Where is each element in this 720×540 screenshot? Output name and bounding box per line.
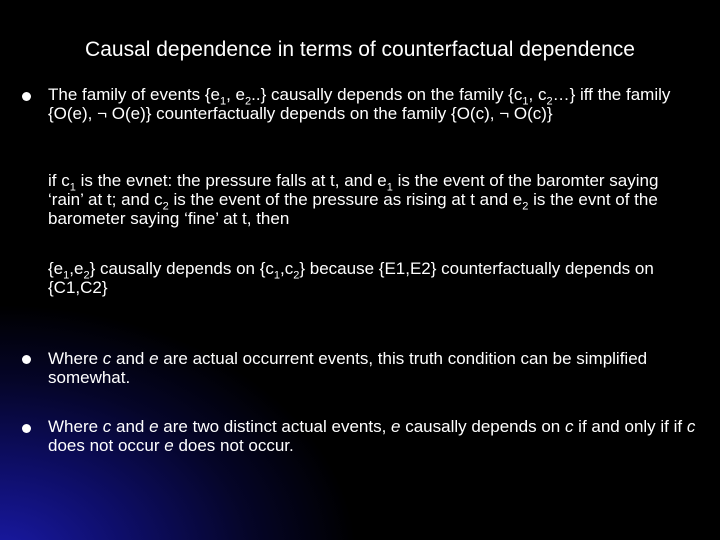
text-run: , e bbox=[226, 85, 246, 104]
subscript: 2 bbox=[245, 95, 252, 108]
text-run: are two distinct actual events, bbox=[158, 417, 392, 436]
text-run: Where bbox=[48, 349, 103, 368]
subscript: 1 bbox=[522, 95, 529, 108]
subscript: 2 bbox=[162, 200, 169, 213]
text-run: and bbox=[111, 349, 150, 368]
italic-c: c bbox=[102, 349, 112, 368]
subscript: 1 bbox=[219, 95, 227, 108]
subscript: 1 bbox=[69, 181, 76, 194]
bullet-dot-1 bbox=[22, 92, 31, 101]
text-run: does not occur bbox=[48, 436, 165, 455]
text-run: , c bbox=[528, 85, 547, 104]
text-run: if c bbox=[48, 171, 70, 190]
italic-e: e bbox=[149, 349, 159, 368]
subscript: 2 bbox=[293, 269, 300, 282]
text-run: does not occur. bbox=[173, 436, 294, 455]
bullet-1-text bbox=[48, 85, 698, 123]
italic-e: e bbox=[391, 417, 401, 436]
text-run: is the event of the pressure as rising at t and e bbox=[168, 190, 523, 209]
text-run: …} iff the family {O(e), ¬ O(e)} counterfactually depends on the family {O(c), ¬ O(c)} bbox=[48, 85, 671, 123]
bullet-dot-3 bbox=[22, 424, 31, 433]
subscript: 1 bbox=[273, 269, 281, 282]
text-run: and bbox=[111, 417, 150, 436]
bullet-2-text bbox=[48, 349, 698, 387]
text-run: The family of events {e bbox=[48, 85, 220, 104]
italic-c: c bbox=[686, 417, 696, 436]
italic-e: e bbox=[164, 436, 174, 455]
text-run: ,c bbox=[280, 259, 294, 278]
text-run: ..} causally depends on the family {c bbox=[251, 85, 523, 104]
example-1-text bbox=[48, 171, 698, 228]
text-run: is the evnet: the pressure falls at t, and e bbox=[75, 171, 387, 190]
text-run: Where bbox=[48, 417, 103, 436]
text-run: is the evnt of the barometer saying ‘fine’ at t, then bbox=[48, 190, 658, 228]
text-run: causally depends on bbox=[400, 417, 565, 436]
text-run: are actual occurrent events, this truth condition can be simplified somewhat. bbox=[48, 349, 648, 387]
italic-c: c bbox=[564, 417, 574, 436]
text-run: {e bbox=[48, 259, 64, 278]
subscript: 2 bbox=[546, 95, 553, 108]
subscript: 2 bbox=[522, 200, 529, 213]
example-2-text bbox=[48, 259, 698, 297]
italic-c: c bbox=[102, 417, 112, 436]
text-run: if and only if if bbox=[573, 417, 687, 436]
subscript: 1 bbox=[386, 181, 393, 194]
slide-title: Causal dependence in terms of counterfactual dependence bbox=[85, 38, 635, 61]
text-run: is the event of the baromter saying ‘rain’ at t; and c bbox=[48, 171, 659, 209]
bullet-dot-2 bbox=[22, 355, 31, 364]
italic-e: e bbox=[149, 417, 159, 436]
text-run: } because {E1,E2} counterfactually depends on {C1,C2} bbox=[48, 259, 654, 297]
bullet-3-text bbox=[48, 417, 698, 455]
subscript: 2 bbox=[83, 269, 90, 282]
text-run: ,e bbox=[69, 259, 84, 278]
text-run: } causally depends on {c bbox=[89, 259, 274, 278]
subscript: 1 bbox=[63, 269, 70, 282]
